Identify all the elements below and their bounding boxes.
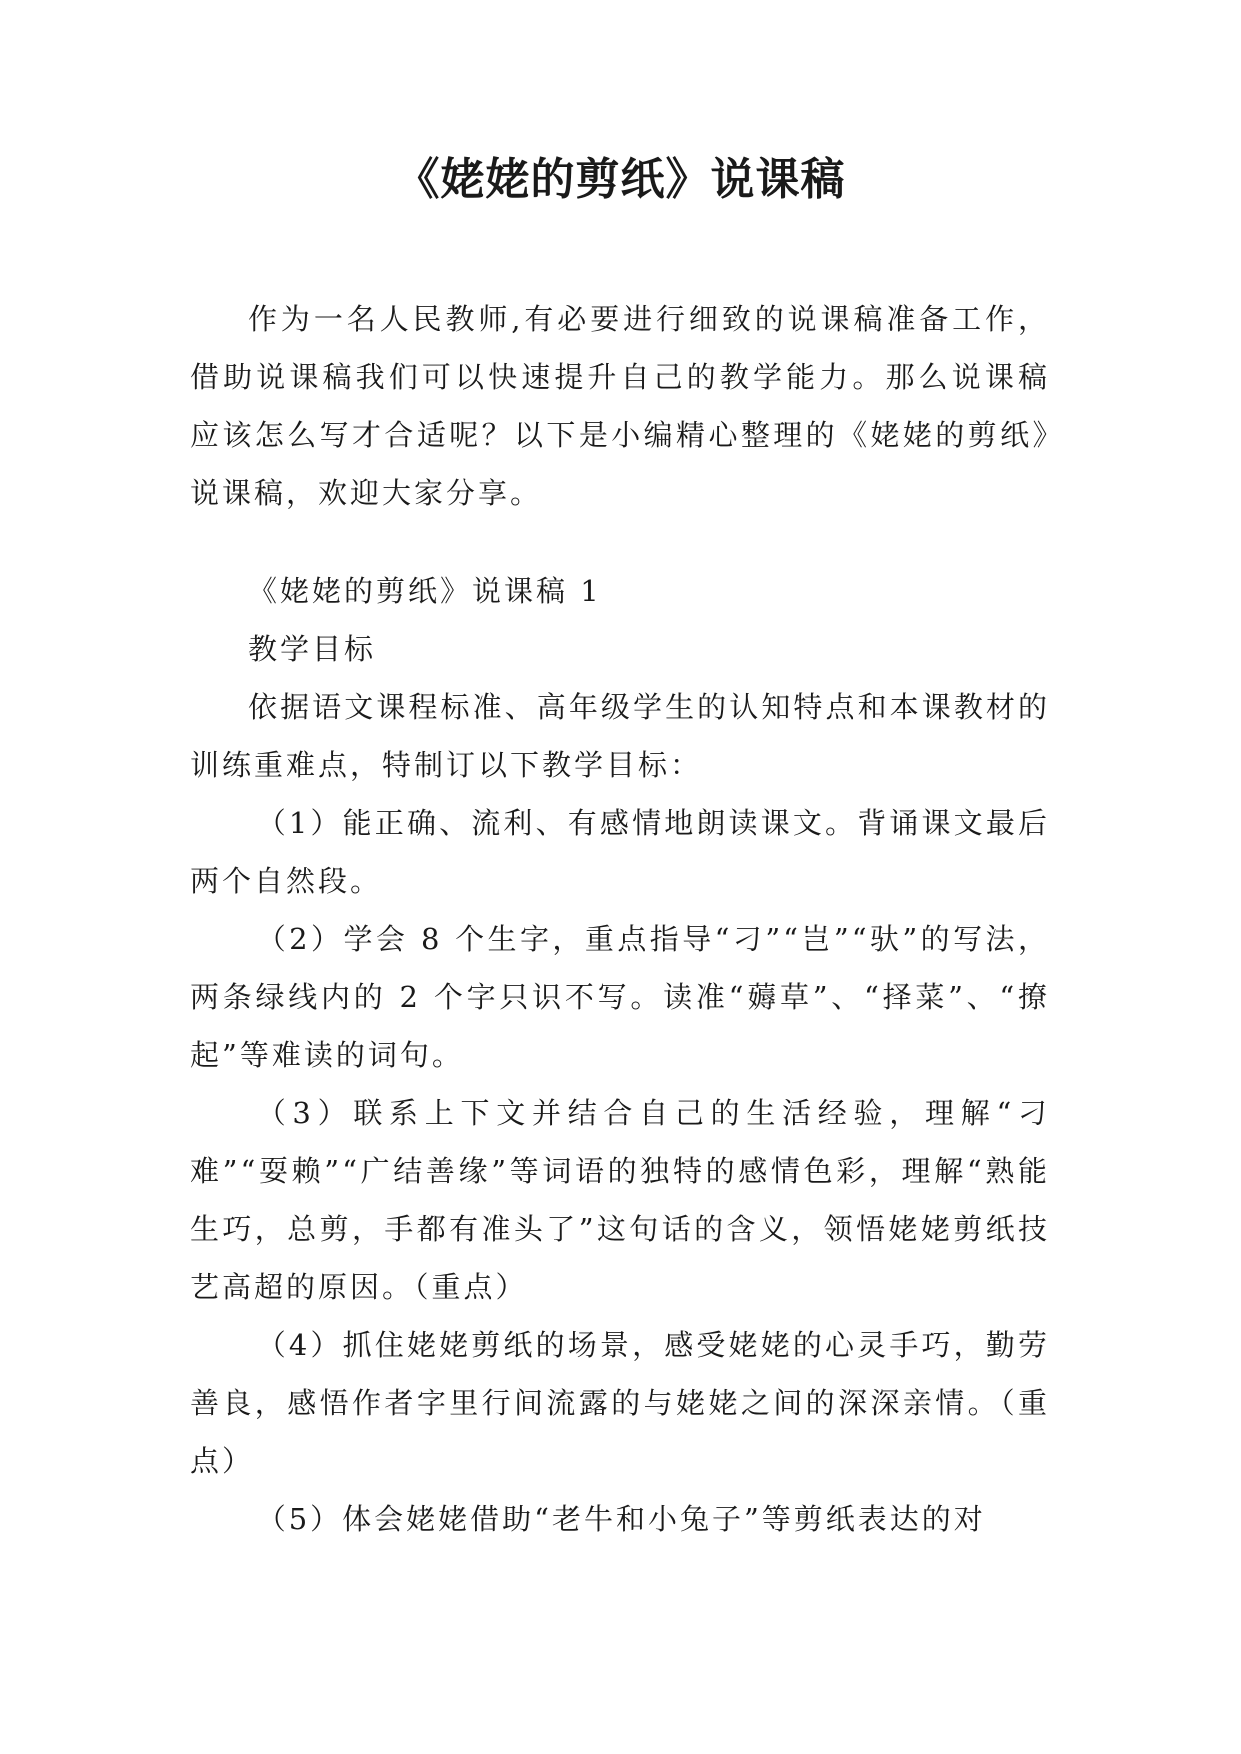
goal-item-4: （4）抓住姥姥剪纸的场景，感受姥姥的心灵手巧，勤劳善良，感悟作者字里行间流露的与姥姥之间的深深亲情。（重点）: [190, 1328, 1050, 1478]
goal-item-2: （2）学会 8 个生字，重点指导“刁”“岂”“驮”的写法，两条绿线内的 2 个字只识不写。读准“薅草”、“择菜”、“撩起”等难读的词句。: [190, 922, 1050, 1072]
section-heading: 《姥姥的剪纸》说课稿 1: [248, 574, 602, 608]
goal-item-3: （3）联系上下文并结合自己的生活经验，理解“刁难”“耍赖”“广结善缘”等词语的独特的感情色彩，理解“熟能生巧，总剪，手都有准头了”这句话的含义，领悟姥姥剪纸技艺高超的原因。（重点）: [190, 1096, 1050, 1304]
intro-paragraph: 作为一名人民教师,有必要进行细致的说课稿准备工作，借助说课稿我们可以快速提升自己的教学能力。那么说课稿应该怎么写才合适呢？以下是小编精心整理的《姥姥的剪纸》说课稿，欢迎大家分享。: [190, 302, 1050, 510]
goal-item-1: （1）能正确、流利、有感情地朗读课文。背诵课文最后两个自然段。: [190, 806, 1050, 898]
document-title: 《姥姥的剪纸》说课稿: [395, 154, 846, 205]
document-body: [190, 290, 1050, 1548]
subheading-teaching-goals: 教学目标: [248, 632, 377, 666]
paragraph-gap: [190, 522, 1050, 562]
goal-item-5: （5）体会姥姥借助“老牛和小兔子”等剪纸表达的对: [256, 1502, 986, 1536]
lead-paragraph: 依据语文课程标准、高年级学生的认知特点和本课教材的训练重难点，特制订以下教学目标：: [190, 690, 1050, 782]
